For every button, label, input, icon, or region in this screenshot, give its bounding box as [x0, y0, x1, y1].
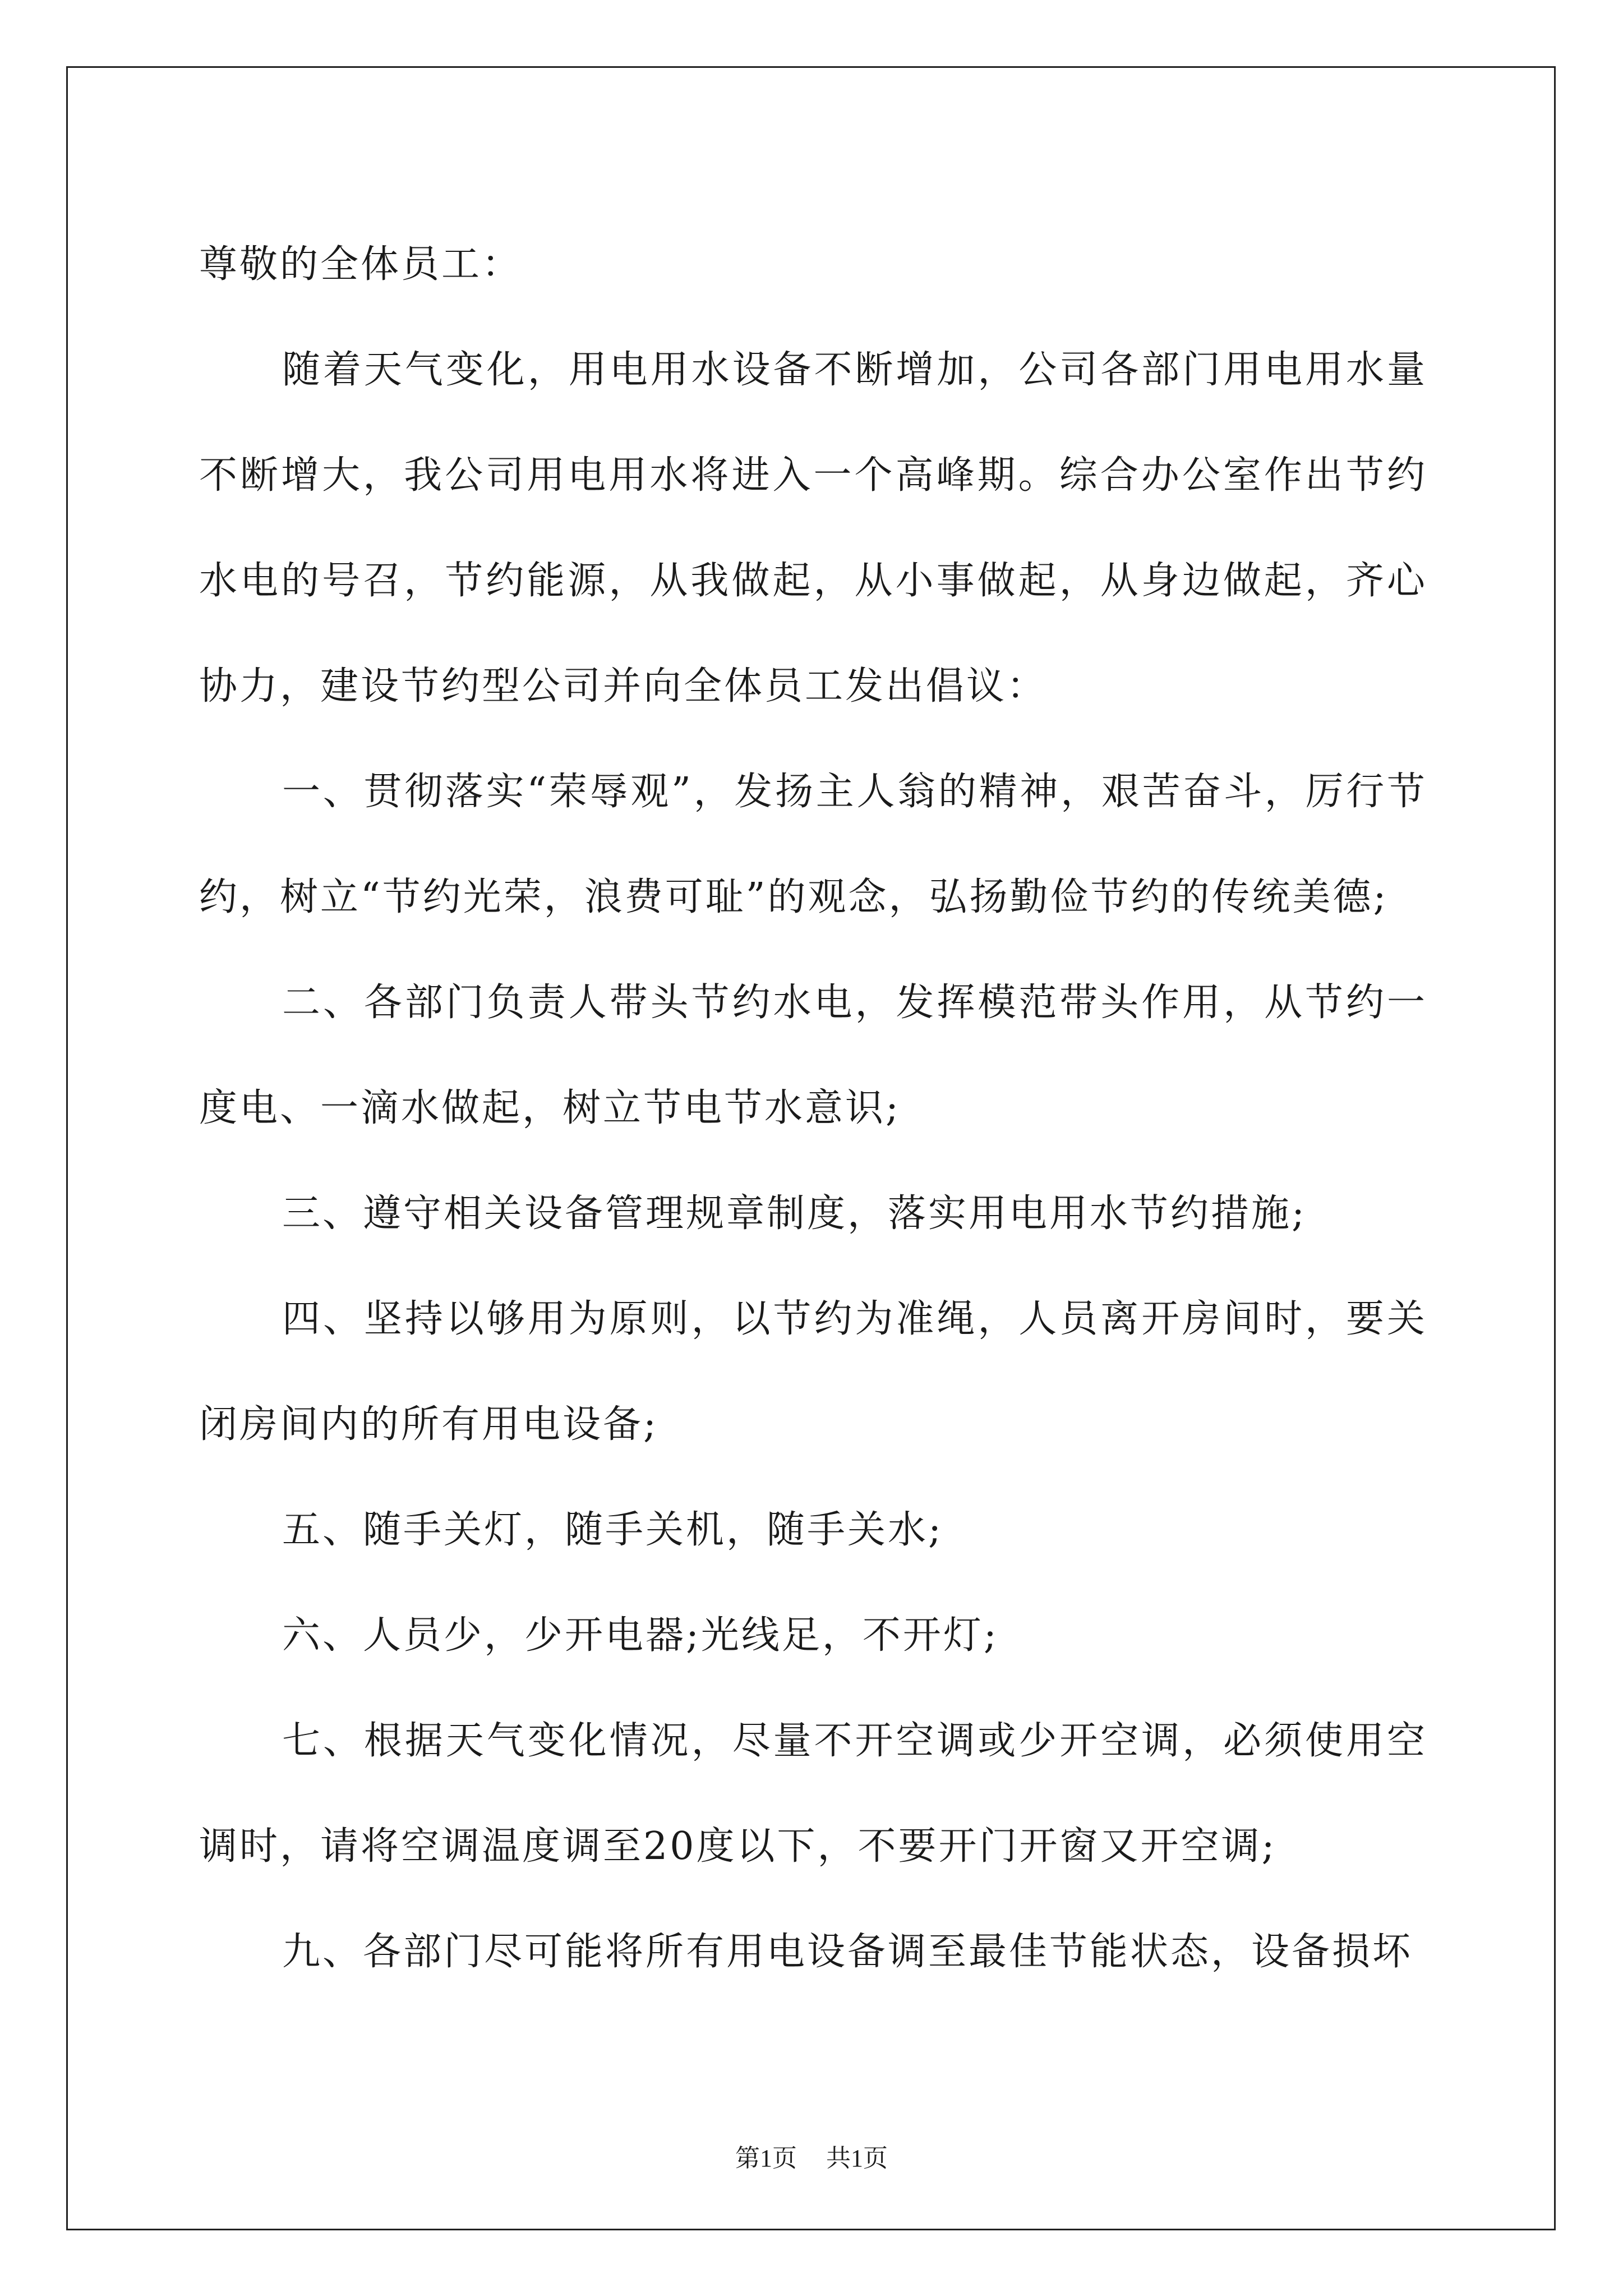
paragraph-item-9: 九、各部门尽可能将所有用电设备调至最佳节能状态，设备损坏	[282, 1930, 1413, 1974]
paragraph-item-3: 三、遵守相关设备管理规章制度，落实用电用水节约措施;	[282, 1191, 1307, 1236]
paragraph-item-6: 六、人员少，少开电器;光线足，不开灯;	[282, 1613, 999, 1658]
paragraph-item-4: 四、坚持以够用为原则，以节约为准绳，人员离开房间时，要关闭房间内的所有用电设备;	[199, 1297, 1427, 1447]
paragraph-item-5: 五、随手关灯，随手关机，随手关水;	[282, 1508, 943, 1552]
paragraph-item-1: 一、贯彻落实“荣辱观”，发扬主人翁的精神，艰苦奋斗，厉行节约，树立“节约光荣，浪费可耻”的观念，弘扬勤俭节约的传统美德;	[199, 770, 1427, 919]
page-number-current: 第1页	[735, 2145, 797, 2172]
document-body	[199, 212, 1427, 2005]
paragraph-item-7: 七、根据天气变化情况，尽量不开空调或少开空调，必须使用空调时，请将空调温度调至20度以下，不要开门开窗又开空调;	[199, 1719, 1427, 1869]
paragraph-item-2: 二、各部门负责人带头节约水电，发挥模范带头作用，从节约一度电、一滴水做起，树立节电节水意识;	[199, 981, 1427, 1130]
page-number-total: 共1页	[826, 2145, 888, 2172]
page-footer	[0, 2142, 1623, 2175]
paragraph-intro: 随着天气变化，用电用水设备不断增加，公司各部门用电用水量不断增大，我公司用电用水将进入一个高峰期。综合办公室作出节约水电的号召，节约能源，从我做起，从小事做起，从身边做起，齐心协力，建设节约型公司并向全体员工发出倡议：	[199, 348, 1427, 708]
salutation: 尊敬的全体员工：	[199, 242, 523, 287]
